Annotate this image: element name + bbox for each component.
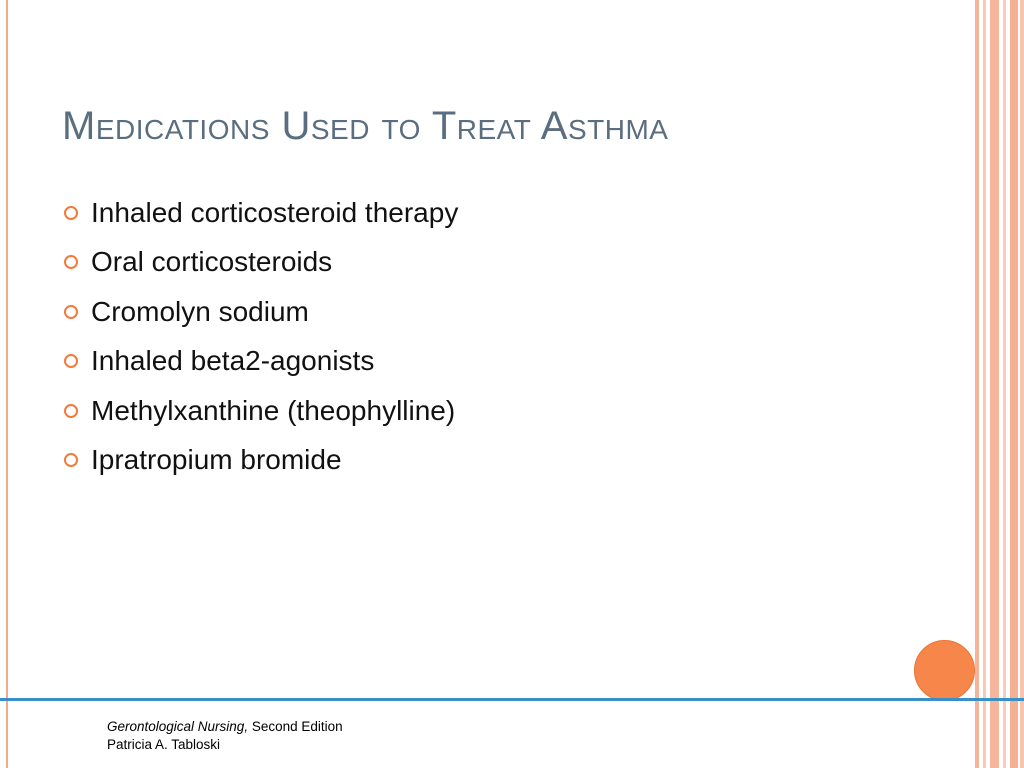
decorative-stripe <box>1020 0 1024 768</box>
footer-author: Patricia A. Tabloski <box>107 737 221 752</box>
bullet-list <box>64 188 458 485</box>
decorative-stripe <box>1003 0 1006 768</box>
footer <box>107 718 343 754</box>
bullet-circle-icon <box>64 404 78 418</box>
decorative-stripe <box>975 0 979 768</box>
list-item <box>64 436 458 486</box>
list-item <box>64 337 458 387</box>
bullet-text: Oral corticosteroids <box>91 246 333 278</box>
bullet-circle-icon <box>64 206 78 220</box>
orange-circle-icon <box>914 640 975 701</box>
list-item <box>64 238 458 288</box>
slide-title: Medications Used to Treat Asthma <box>62 104 669 148</box>
decorative-stripe <box>1010 0 1018 768</box>
footer-edition: Second Edition <box>248 719 343 734</box>
left-border-line <box>6 0 8 768</box>
bullet-circle-icon <box>64 305 78 319</box>
bullet-circle-icon <box>64 453 78 467</box>
bullet-text: Inhaled beta2-agonists <box>91 345 375 377</box>
decorative-stripe <box>990 0 999 768</box>
bullet-text: Inhaled corticosteroid therapy <box>91 196 459 228</box>
footer-divider <box>0 698 1024 701</box>
bullet-text: Ipratropium bromide <box>91 444 342 476</box>
list-item <box>64 287 458 337</box>
decorative-stripe <box>983 0 986 768</box>
bullet-circle-icon <box>64 354 78 368</box>
bullet-circle-icon <box>64 255 78 269</box>
bullet-text: Cromolyn sodium <box>91 295 309 327</box>
list-item <box>64 188 458 238</box>
footer-book-title: Gerontological Nursing, <box>107 719 249 734</box>
list-item <box>64 386 458 436</box>
bullet-text: Methylxanthine (theophylline) <box>91 394 456 426</box>
footer-line-book <box>107 718 343 736</box>
